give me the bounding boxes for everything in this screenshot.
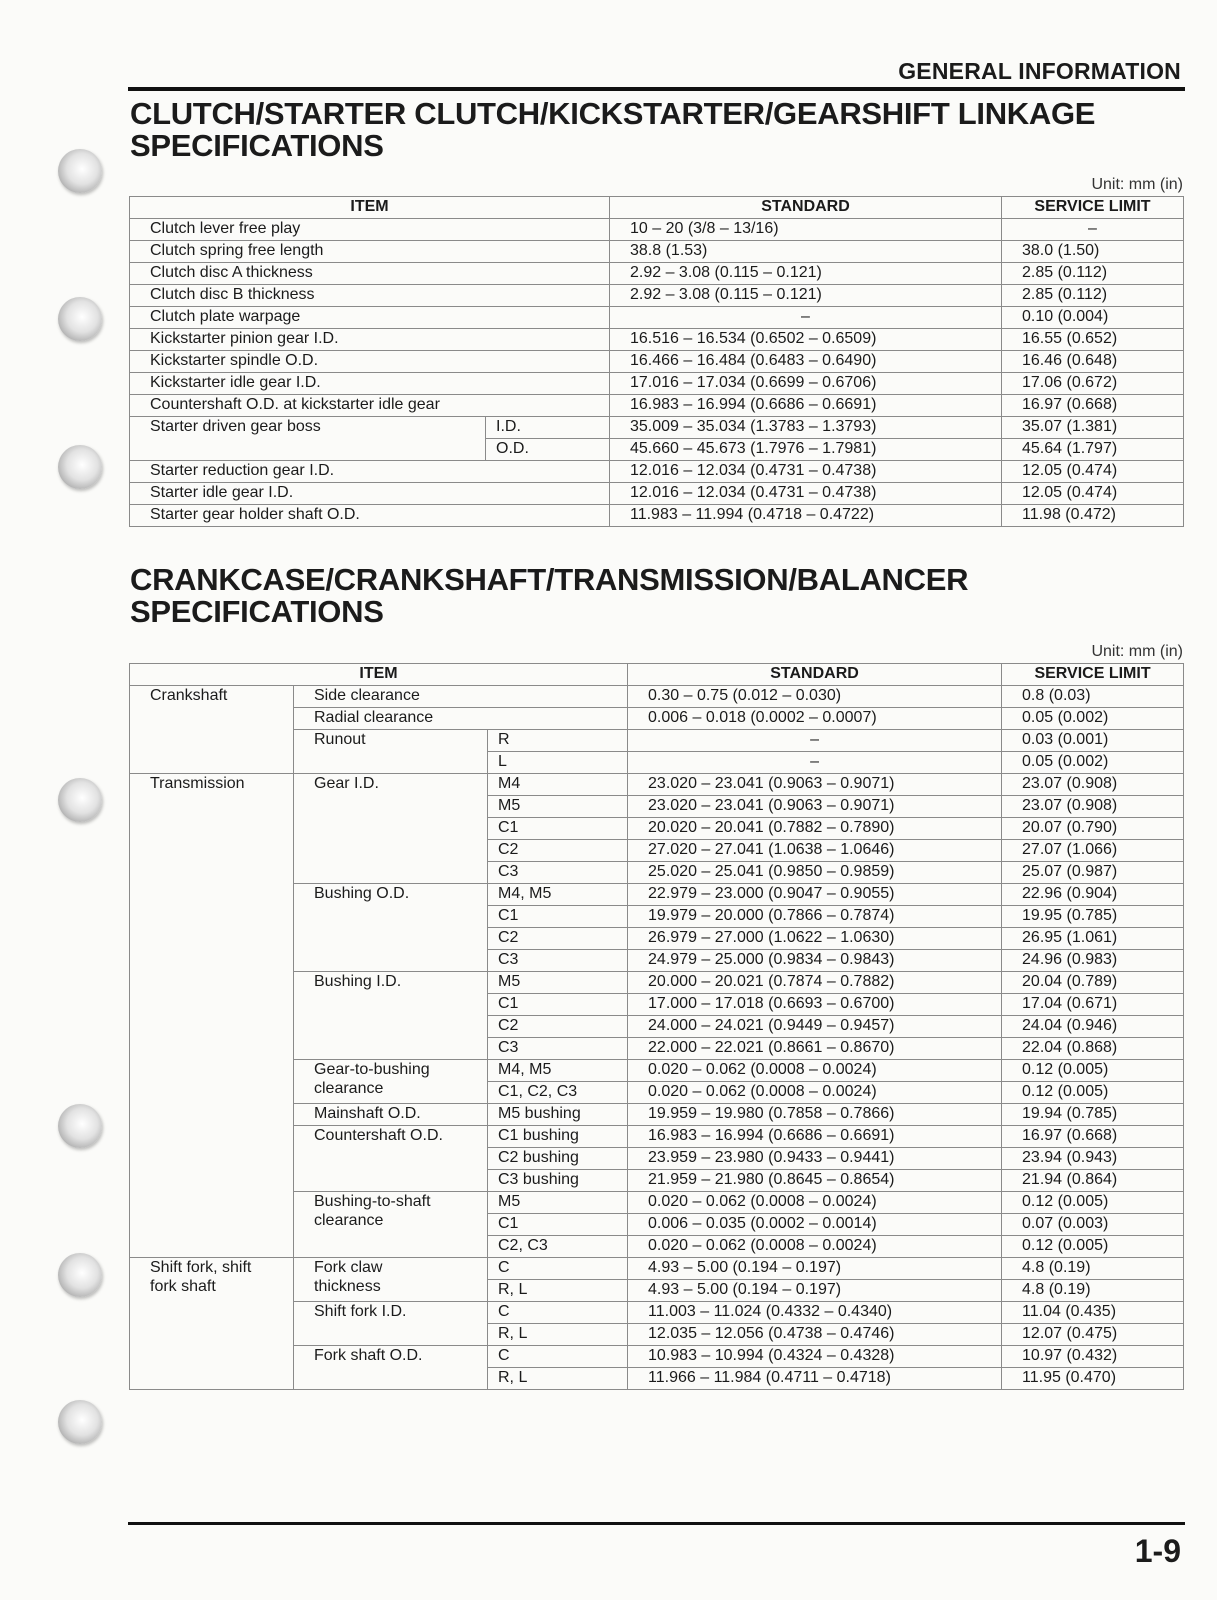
standard-cell: 23.959 – 23.980 (0.9433 – 0.9441) [628,1148,1002,1170]
standard-cell: 4.93 – 5.00 (0.194 – 0.197) [628,1280,1002,1302]
service-limit-cell: 38.0 (1.50) [1002,241,1184,263]
standard-cell: 0.30 – 0.75 (0.012 – 0.030) [628,686,1002,708]
service-limit-cell: 11.98 (0.472) [1002,505,1184,527]
service-limit-cell: 16.97 (0.668) [1002,395,1184,417]
standard-cell: 0.020 – 0.062 (0.0008 – 0.0024) [628,1082,1002,1104]
service-limit-cell: 16.55 (0.652) [1002,329,1184,351]
table-row [130,461,1184,483]
clutch-spec-table [129,196,1184,527]
item-cell: Clutch disc A thickness [130,263,610,285]
table-row [130,774,1184,796]
standard-cell: 35.009 – 35.034 (1.3783 – 1.3793) [610,417,1002,439]
item-cell: Bushing-to-shaft clearance [294,1192,488,1258]
standard-cell: 45.660 – 45.673 (1.7976 – 1.7981) [610,439,1002,461]
sub-item-cell: M4, M5 [488,1060,628,1082]
standard-cell: 0.020 – 0.062 (0.0008 – 0.0024) [628,1236,1002,1258]
standard-cell: 12.016 – 12.034 (0.4731 – 0.4738) [610,483,1002,505]
standard-cell: 19.979 – 20.000 (0.7866 – 0.7874) [628,906,1002,928]
sub-item-cell: M5 bushing [488,1104,628,1126]
group-cell: Transmission [130,774,294,1258]
item-cell: Runout [294,730,488,774]
service-limit-cell: 17.06 (0.672) [1002,373,1184,395]
sub-item-cell: C2, C3 [488,1236,628,1258]
standard-cell: 38.8 (1.53) [610,241,1002,263]
standard-cell: – [628,730,1002,752]
table-row [130,263,1184,285]
page-number: 1-9 [1134,1533,1181,1569]
service-limit-cell: 20.07 (0.790) [1002,818,1184,840]
standard-cell: 23.020 – 23.041 (0.9063 – 0.9071) [628,796,1002,818]
item-cell: Starter gear holder shaft O.D. [130,505,610,527]
table-row [130,505,1184,527]
service-limit-cell: 11.04 (0.435) [1002,1302,1184,1324]
item-cell: Kickstarter spindle O.D. [130,351,610,373]
service-limit-cell: 23.07 (0.908) [1002,774,1184,796]
sub-item-cell: C2 bushing [488,1148,628,1170]
col-header-service-limit: SERVICE LIMIT [1002,664,1184,686]
table-row [130,329,1184,351]
sub-item-cell: C3 [488,950,628,972]
clutch-title-line2: SPECIFICATIONS [130,128,384,163]
binder-hole [58,1104,102,1148]
binder-hole [58,778,102,822]
item-cell: Gear-to-bushing clearance [294,1060,488,1104]
service-limit-cell: 45.64 (1.797) [1002,439,1184,461]
standard-cell: 12.016 – 12.034 (0.4731 – 0.4738) [610,461,1002,483]
service-limit-cell: 0.12 (0.005) [1002,1082,1184,1104]
standard-cell: 26.979 – 27.000 (1.0622 – 1.0630) [628,928,1002,950]
service-limit-cell: 16.97 (0.668) [1002,1126,1184,1148]
standard-cell: 21.959 – 21.980 (0.8645 – 0.8654) [628,1170,1002,1192]
sub-item-cell: L [488,752,628,774]
standard-cell: 17.000 – 17.018 (0.6693 – 0.6700) [628,994,1002,1016]
service-limit-cell: 12.07 (0.475) [1002,1324,1184,1346]
binder-hole [58,1253,102,1297]
standard-cell: 19.959 – 19.980 (0.7858 – 0.7866) [628,1104,1002,1126]
sub-item-cell: C1 [488,906,628,928]
service-limit-cell: 0.10 (0.004) [1002,307,1184,329]
service-limit-cell: 2.85 (0.112) [1002,263,1184,285]
item-cell: Countershaft O.D. at kickstarter idle gear [130,395,610,417]
sub-item-cell: M5 [488,1192,628,1214]
item-cell: Kickstarter idle gear I.D. [130,373,610,395]
clutch-title-line1: CLUTCH/STARTER CLUTCH/KICKSTARTER/GEARSHIFT LINKAGE [130,96,1096,131]
service-limit-cell: 0.05 (0.002) [1002,752,1184,774]
standard-cell: 16.983 – 16.994 (0.6686 – 0.6691) [628,1126,1002,1148]
service-limit-cell: 19.94 (0.785) [1002,1104,1184,1126]
service-limit-cell: 20.04 (0.789) [1002,972,1184,994]
standard-cell: – [610,307,1002,329]
standard-cell: 27.020 – 27.041 (1.0638 – 1.0646) [628,840,1002,862]
standard-cell: 23.020 – 23.041 (0.9063 – 0.9071) [628,774,1002,796]
service-limit-cell: 0.12 (0.005) [1002,1060,1184,1082]
table-row [130,285,1184,307]
sub-item-cell: C3 [488,1038,628,1060]
item-cell: Starter reduction gear I.D. [130,461,610,483]
standard-cell: 24.979 – 25.000 (0.9834 – 0.9843) [628,950,1002,972]
service-limit-cell: 25.07 (0.987) [1002,862,1184,884]
service-limit-cell: 0.8 (0.03) [1002,686,1184,708]
table-row [130,686,1184,708]
service-limit-cell: 12.05 (0.474) [1002,483,1184,505]
item-cell: Clutch disc B thickness [130,285,610,307]
col-header-item: ITEM [130,664,628,686]
service-limit-cell: 22.96 (0.904) [1002,884,1184,906]
sub-item-cell: C [488,1346,628,1368]
header-rule [128,87,1185,91]
service-limit-cell: 16.46 (0.648) [1002,351,1184,373]
item-cell: Bushing O.D. [294,884,488,972]
standard-cell: 2.92 – 3.08 (0.115 – 0.121) [610,263,1002,285]
item-cell: Mainshaft O.D. [294,1104,488,1126]
col-header-standard: STANDARD [610,197,1002,219]
service-limit-cell: 23.07 (0.908) [1002,796,1184,818]
item-cell: Gear I.D. [294,774,488,884]
service-limit-cell: 0.12 (0.005) [1002,1192,1184,1214]
service-limit-cell: 12.05 (0.474) [1002,461,1184,483]
standard-cell: 0.006 – 0.018 (0.0002 – 0.0007) [628,708,1002,730]
item-cell: Fork shaft O.D. [294,1346,488,1390]
standard-cell: 20.000 – 20.021 (0.7874 – 0.7882) [628,972,1002,994]
sub-item-cell: C2 [488,840,628,862]
sub-item-cell: M5 [488,972,628,994]
group-cell: Crankshaft [130,686,294,774]
standard-cell: 11.966 – 11.984 (0.4711 – 0.4718) [628,1368,1002,1390]
item-cell: Shift fork I.D. [294,1302,488,1346]
sub-item-cell: C1 [488,1214,628,1236]
group-cell: Shift fork, shift fork shaft [130,1258,294,1390]
standard-cell: 22.979 – 23.000 (0.9047 – 0.9055) [628,884,1002,906]
service-limit-cell: 0.07 (0.003) [1002,1214,1184,1236]
sub-item-cell: R [488,730,628,752]
standard-cell: 0.006 – 0.035 (0.0002 – 0.0014) [628,1214,1002,1236]
table-row [130,351,1184,373]
sub-item-cell: M4, M5 [488,884,628,906]
item-cell: Bushing I.D. [294,972,488,1060]
sub-item-cell: C3 bushing [488,1170,628,1192]
service-limit-cell: – [1002,219,1184,241]
sub-item-cell: R, L [488,1368,628,1390]
table-row [130,1258,1184,1280]
crank-unit: Unit: mm (in) [1091,643,1183,660]
standard-cell: 20.020 – 20.041 (0.7882 – 0.7890) [628,818,1002,840]
standard-cell: 4.93 – 5.00 (0.194 – 0.197) [628,1258,1002,1280]
item-cell: Kickstarter pinion gear I.D. [130,329,610,351]
sub-item-cell: R, L [488,1280,628,1302]
table-row [130,483,1184,505]
standard-cell: 16.516 – 16.534 (0.6502 – 0.6509) [610,329,1002,351]
item-cell: Starter idle gear I.D. [130,483,610,505]
standard-cell: 16.983 – 16.994 (0.6686 – 0.6691) [610,395,1002,417]
item-cell: Starter driven gear boss [130,417,486,461]
standard-cell: 22.000 – 22.021 (0.8661 – 0.8670) [628,1038,1002,1060]
binder-hole [58,297,102,341]
service-limit-cell: 4.8 (0.19) [1002,1280,1184,1302]
sub-item-cell: C1 [488,994,628,1016]
binder-hole [58,1400,102,1444]
item-cell: Radial clearance [294,708,628,730]
sub-item-cell: R, L [488,1324,628,1346]
service-limit-cell: 0.12 (0.005) [1002,1236,1184,1258]
service-limit-cell: 4.8 (0.19) [1002,1258,1184,1280]
item-cell: Clutch plate warpage [130,307,610,329]
sub-item-cell: C3 [488,862,628,884]
item-cell: Countershaft O.D. [294,1126,488,1192]
item-cell: Fork claw thickness [294,1258,488,1302]
col-header-standard: STANDARD [628,664,1002,686]
service-limit-cell: 24.04 (0.946) [1002,1016,1184,1038]
sub-item-cell: C1, C2, C3 [488,1082,628,1104]
standard-cell: 16.466 – 16.484 (0.6483 – 0.6490) [610,351,1002,373]
service-limit-cell: 24.96 (0.983) [1002,950,1184,972]
standard-cell: – [628,752,1002,774]
standard-cell: 17.016 – 17.034 (0.6699 – 0.6706) [610,373,1002,395]
service-limit-cell: 23.94 (0.943) [1002,1148,1184,1170]
service-limit-cell: 21.94 (0.864) [1002,1170,1184,1192]
col-header-service-limit: SERVICE LIMIT [1002,197,1184,219]
binder-hole [58,445,102,489]
sub-item-cell: M4 [488,774,628,796]
standard-cell: 2.92 – 3.08 (0.115 – 0.121) [610,285,1002,307]
service-limit-cell: 0.03 (0.001) [1002,730,1184,752]
sub-item-cell: I.D. [486,417,610,439]
table-row [130,417,1184,439]
service-limit-cell: 0.05 (0.002) [1002,708,1184,730]
service-limit-cell: 27.07 (1.066) [1002,840,1184,862]
service-limit-cell: 19.95 (0.785) [1002,906,1184,928]
item-cell: Clutch lever free play [130,219,610,241]
crank-spec-table [129,663,1184,1390]
clutch-section-title [130,98,1095,162]
service-limit-cell: 26.95 (1.061) [1002,928,1184,950]
service-limit-cell: 2.85 (0.112) [1002,285,1184,307]
table-row [130,373,1184,395]
service-limit-cell: 10.97 (0.432) [1002,1346,1184,1368]
standard-cell: 24.000 – 24.021 (0.9449 – 0.9457) [628,1016,1002,1038]
item-cell: Clutch spring free length [130,241,610,263]
table-row [130,395,1184,417]
clutch-unit: Unit: mm (in) [1091,176,1183,193]
item-cell: Side clearance [294,686,628,708]
standard-cell: 0.020 – 0.062 (0.0008 – 0.0024) [628,1060,1002,1082]
standard-cell: 12.035 – 12.056 (0.4738 – 0.4746) [628,1324,1002,1346]
sub-item-cell: C [488,1258,628,1280]
binder-hole [58,149,102,193]
table-row [130,241,1184,263]
crank-title-line1: CRANKCASE/CRANKSHAFT/TRANSMISSION/BALANCER [130,562,969,597]
standard-cell: 11.003 – 11.024 (0.4332 – 0.4340) [628,1302,1002,1324]
service-limit-cell: 35.07 (1.381) [1002,417,1184,439]
table-row [130,307,1184,329]
sub-item-cell: C2 [488,1016,628,1038]
sub-item-cell: C1 bushing [488,1126,628,1148]
col-header-item: ITEM [130,197,610,219]
standard-cell: 0.020 – 0.062 (0.0008 – 0.0024) [628,1192,1002,1214]
table-header-row [130,664,1184,686]
service-limit-cell: 22.04 (0.868) [1002,1038,1184,1060]
crank-section-title [130,564,968,628]
table-row [130,219,1184,241]
sub-item-cell: C2 [488,928,628,950]
service-limit-cell: 11.95 (0.470) [1002,1368,1184,1390]
section-header: GENERAL INFORMATION [898,58,1181,84]
sub-item-cell: O.D. [486,439,610,461]
crank-title-line2: SPECIFICATIONS [130,594,384,629]
footer-rule [128,1522,1185,1525]
service-limit-cell: 17.04 (0.671) [1002,994,1184,1016]
sub-item-cell: M5 [488,796,628,818]
table-header-row [130,197,1184,219]
sub-item-cell: C1 [488,818,628,840]
standard-cell: 25.020 – 25.041 (0.9850 – 0.9859) [628,862,1002,884]
standard-cell: 10.983 – 10.994 (0.4324 – 0.4328) [628,1346,1002,1368]
standard-cell: 11.983 – 11.994 (0.4718 – 0.4722) [610,505,1002,527]
sub-item-cell: C [488,1302,628,1324]
standard-cell: 10 – 20 (3/8 – 13/16) [610,219,1002,241]
